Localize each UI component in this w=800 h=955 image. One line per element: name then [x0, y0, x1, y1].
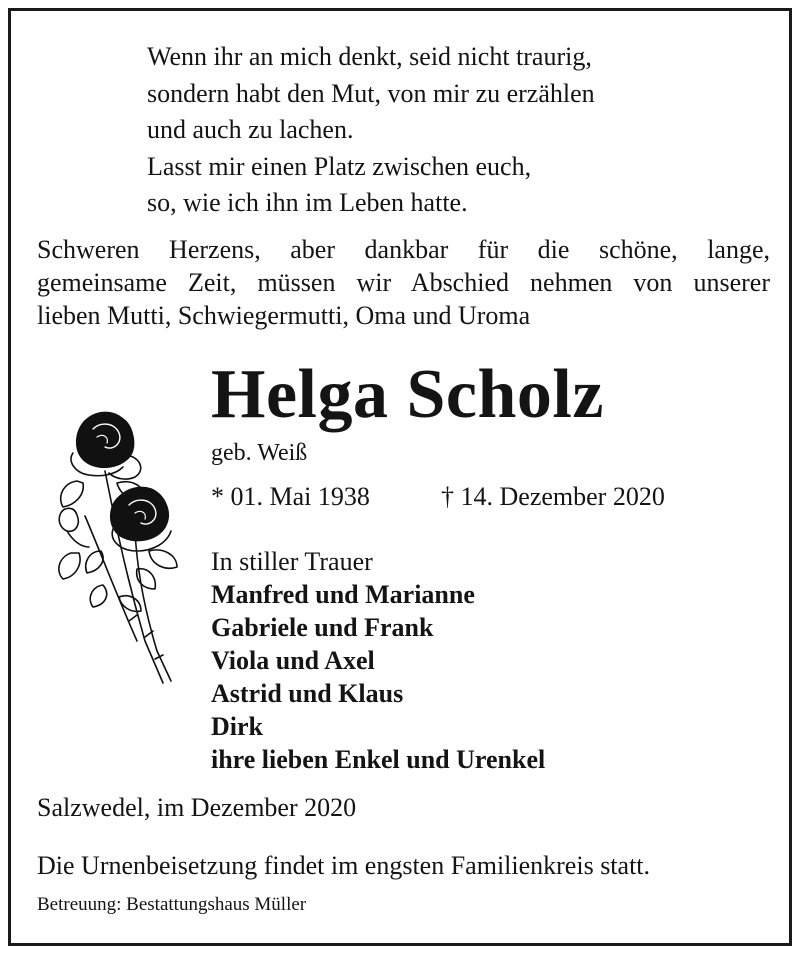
- birth-name: geb. Weiß: [211, 440, 308, 466]
- poem: [147, 39, 595, 222]
- poem-line: und auch zu lachen.: [147, 115, 354, 144]
- mourner-name: Viola und Axel: [211, 646, 375, 675]
- burial-notice: Die Urnenbeisetzung findet im engsten Familienkreis statt.: [37, 851, 651, 880]
- obituary-frame: [8, 8, 792, 946]
- intro-text: [37, 233, 770, 332]
- death-date: † 14. Dezember 2020: [441, 482, 665, 511]
- mourner-name: Manfred und Marianne: [211, 580, 475, 609]
- intro-line: gemeinsame Zeit, müssen wir Abschied nehmen von unserer: [37, 268, 770, 297]
- mourners-heading: In stiller Trauer: [211, 547, 373, 576]
- poem-line: sondern habt den Mut, von mir zu erzählen: [147, 78, 595, 108]
- rose-drawing-icon: [45, 401, 195, 691]
- funeral-home-credit: Betreuung: Bestattungshaus Müller: [37, 894, 307, 915]
- place-date: Salzwedel, im Dezember 2020: [37, 793, 357, 822]
- mourner-name: Dirk: [211, 712, 263, 741]
- intro-line: lieben Mutti, Schwiegermutti, Oma und Uroma: [37, 301, 531, 330]
- mourner-name: ihre lieben Enkel und Urenkel: [211, 745, 546, 774]
- birth-date: * 01. Mai 1938: [211, 482, 370, 511]
- deceased-name: Helga Scholz: [211, 356, 604, 433]
- mourner-name: Gabriele und Frank: [211, 613, 434, 642]
- mourner-name: Astrid und Klaus: [211, 679, 404, 708]
- mourners-block: [211, 545, 545, 776]
- intro-line: Schweren Herzens, aber dankbar für die schöne, lange,: [37, 235, 770, 264]
- poem-line: Lasst mir einen Platz zwischen euch,: [147, 151, 532, 181]
- poem-line: so, wie ich ihn im Leben hatte.: [147, 188, 468, 217]
- poem-line: Wenn ihr an mich denkt, seid nicht traurig,: [147, 42, 592, 71]
